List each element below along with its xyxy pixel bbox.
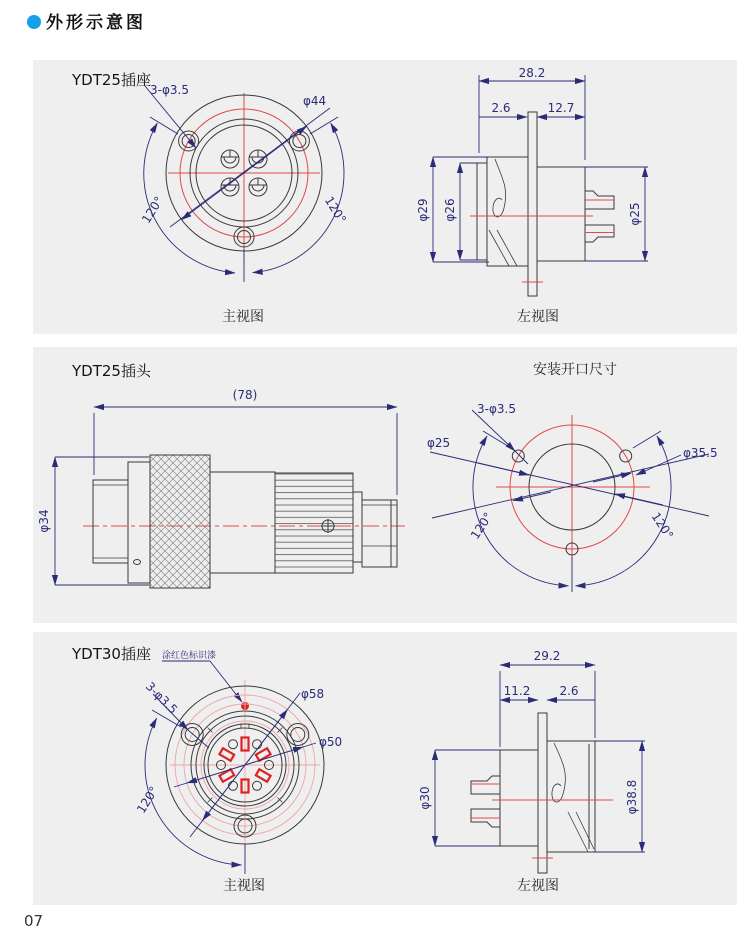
dim-2-6-ydt30: 2.6 — [559, 684, 579, 698]
dim-phi26: φ26 — [443, 198, 457, 222]
dim-phi44: φ44 — [303, 94, 327, 108]
angle-left-opening: 120° — [467, 509, 496, 542]
angle-left: 120° — [139, 193, 167, 226]
angle-left-ydt30: 120° — [134, 783, 162, 816]
section-title: 外形示意图 — [46, 13, 146, 33]
dim-holes-opening: 3-φ3.5 — [477, 402, 516, 416]
panel2-label: YDT25插头 — [72, 362, 151, 380]
panel-ydt25-socket — [33, 60, 737, 334]
dim-phi34: φ34 — [37, 509, 51, 533]
dim-phi38-8: φ38.8 — [625, 779, 639, 815]
panel-ydt25-plug — [33, 347, 737, 623]
panel1-label: YDT25插座 — [72, 71, 151, 89]
dim-2-6: 2.6 — [491, 101, 511, 115]
dim-11-2: 11.2 — [503, 684, 531, 698]
angle-right-opening: 120° — [648, 509, 677, 542]
ydt30-side-view — [418, 649, 645, 894]
dim-78: (78) — [232, 388, 258, 402]
dim-phi30: φ30 — [418, 786, 432, 810]
dim-phi50: φ50 — [319, 735, 343, 749]
paint-note: 涂红色标识漆 — [162, 651, 217, 661]
side-caption: 左视图 — [517, 309, 559, 325]
dim-holes-ydt30: 3-φ3.5 — [142, 679, 181, 717]
opening-title: 安装开口尺寸 — [533, 362, 617, 378]
dim-28-2: 28.2 — [518, 66, 546, 80]
dim-phi25-opening: φ25 — [427, 436, 451, 450]
mounting-opening-view — [427, 361, 718, 592]
dim-phi35-5: φ35.5 — [683, 446, 718, 460]
ydt25-plug-side-view — [37, 388, 405, 588]
ydt30-socket-drawing — [33, 632, 737, 905]
dim-holes: 3-φ3.5 — [150, 83, 189, 97]
front-caption: 主视图 — [222, 309, 264, 325]
front-caption-ydt30: 主视图 — [223, 878, 265, 894]
side-caption-ydt30: 左视图 — [517, 878, 559, 894]
panel-ydt30-socket — [33, 632, 737, 905]
dim-phi58: φ58 — [301, 687, 325, 701]
ydt25-plug-drawing — [33, 347, 737, 623]
ydt30-front-view — [134, 649, 342, 894]
ydt25-front-view — [139, 83, 349, 325]
section-bullet-icon — [27, 15, 41, 29]
page-number: 07 — [24, 912, 44, 930]
ydt25-side-view — [416, 66, 648, 325]
dim-29-2: 29.2 — [533, 649, 561, 663]
ydt25-socket-drawing — [33, 60, 737, 334]
dim-phi25: φ25 — [628, 202, 642, 226]
dim-phi29: φ29 — [416, 198, 430, 222]
panel3-label: YDT30插座 — [72, 645, 151, 663]
angle-right: 120° — [321, 193, 349, 226]
dim-12-7: 12.7 — [547, 101, 575, 115]
